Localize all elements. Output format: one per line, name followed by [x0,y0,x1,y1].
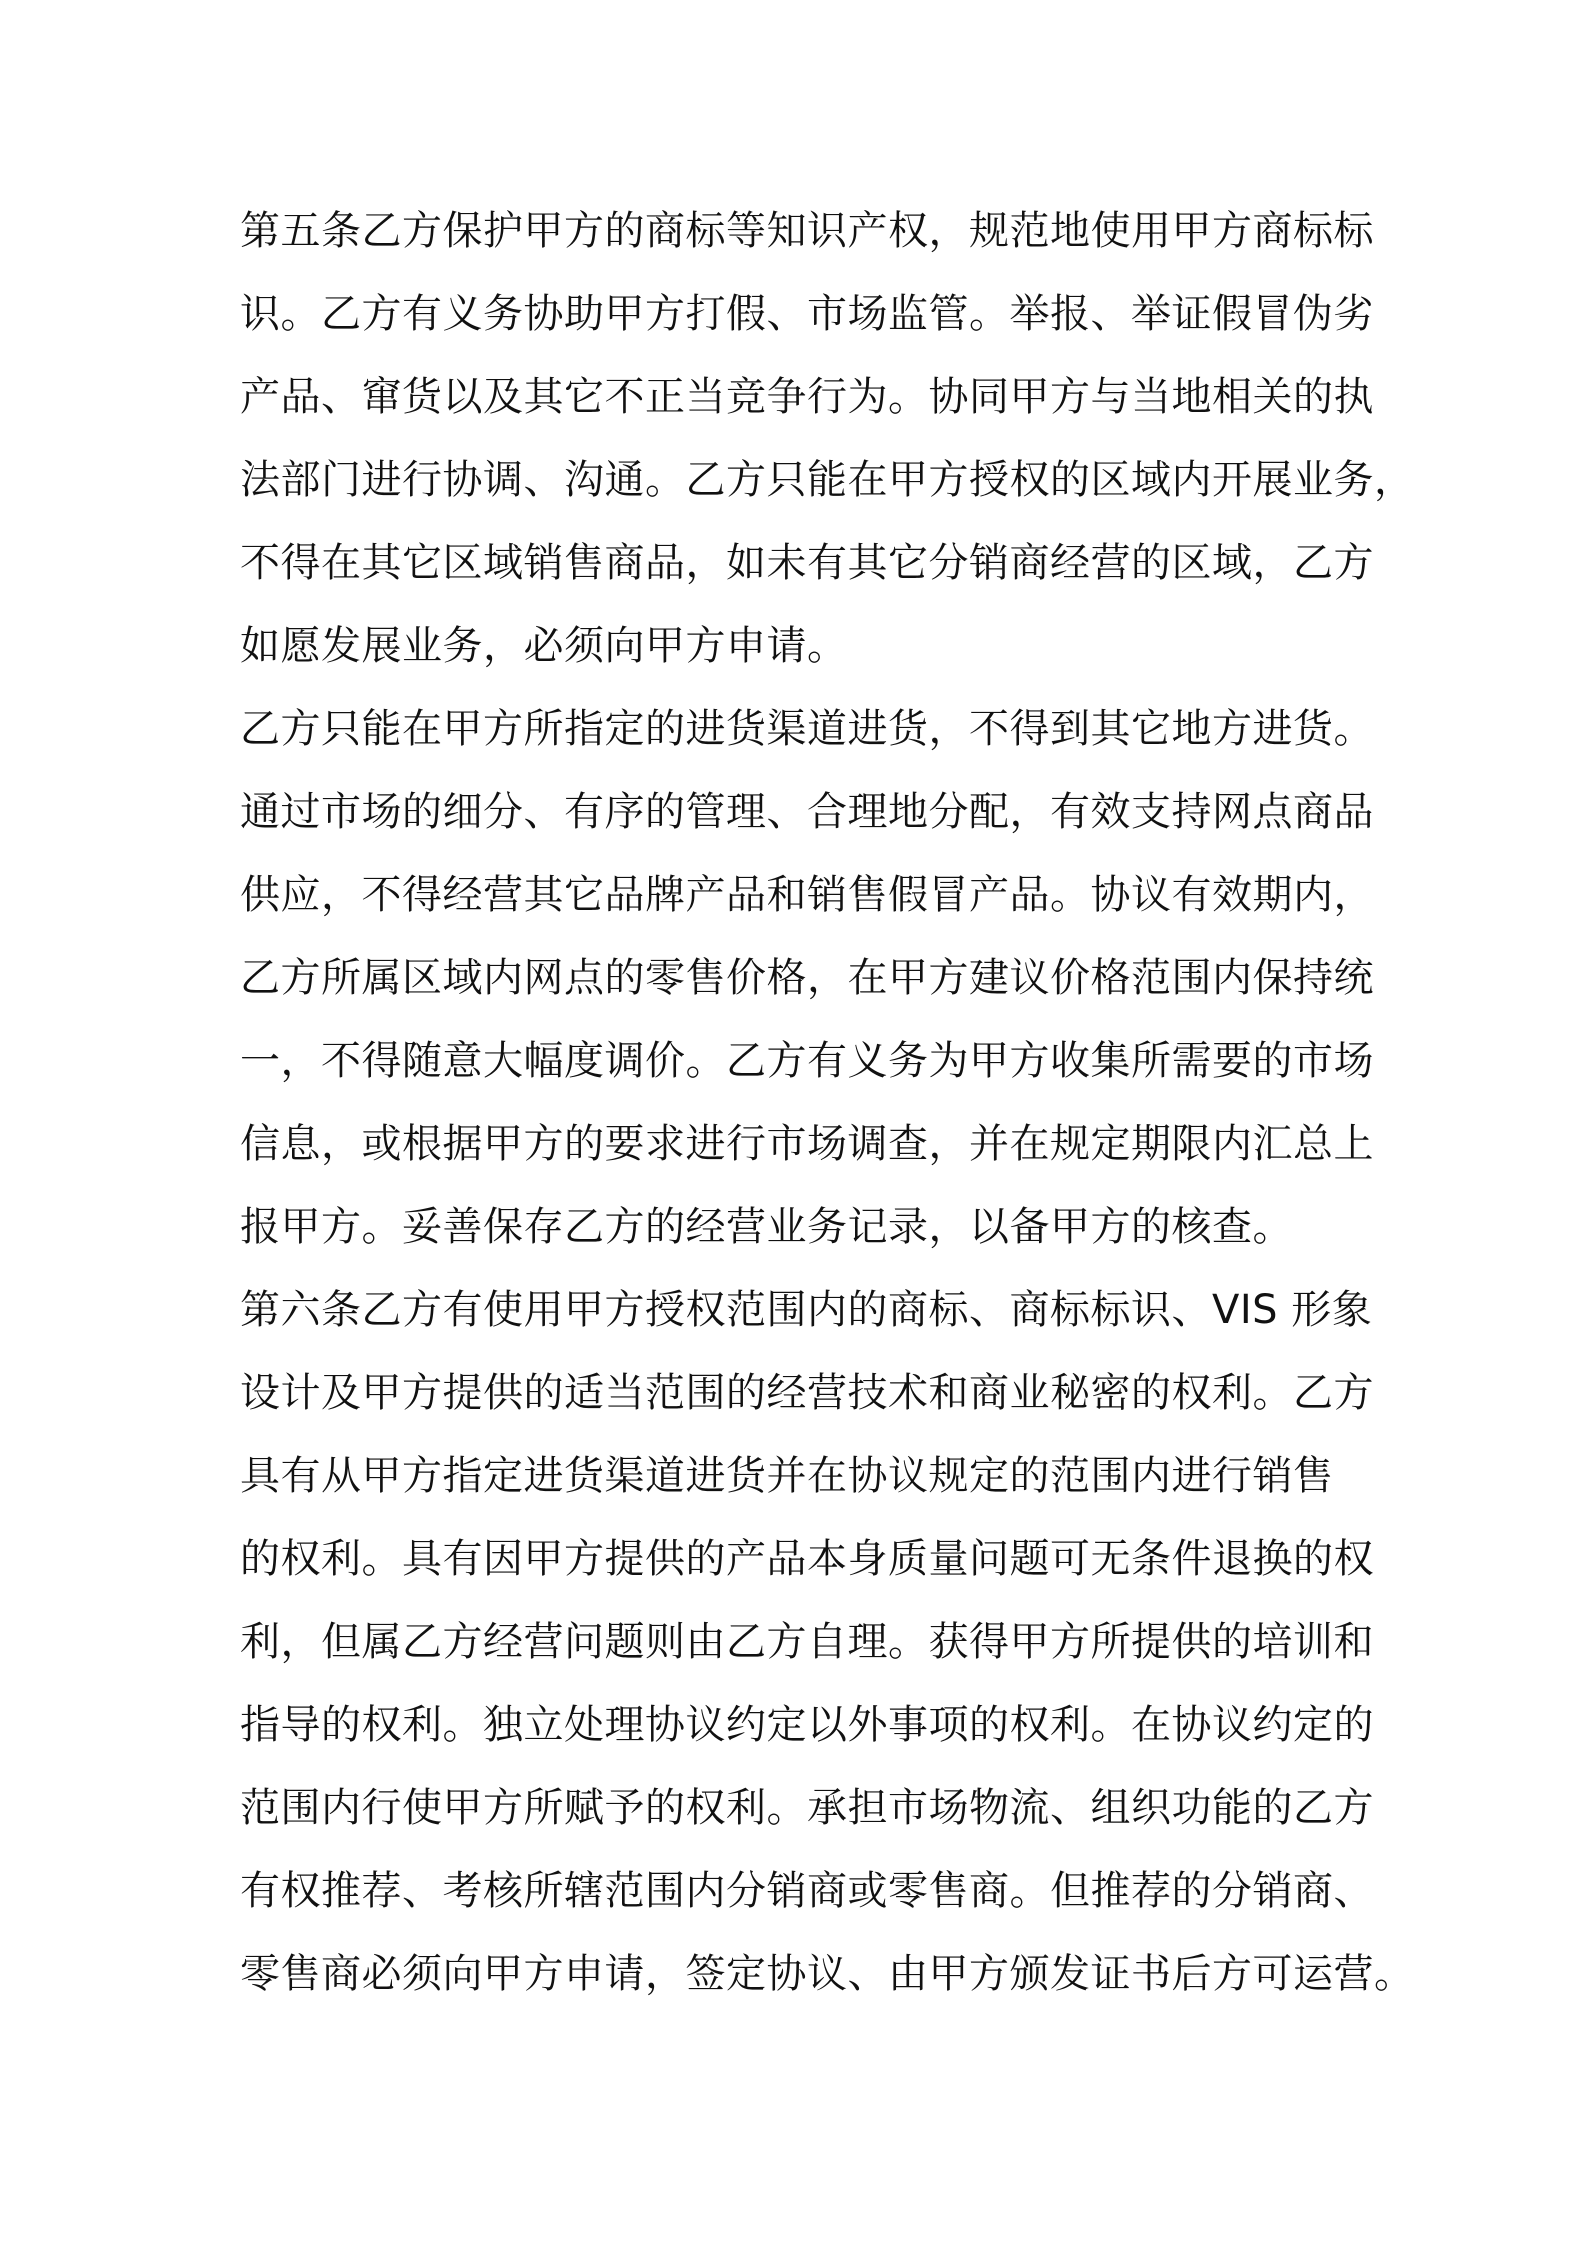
text-line: 利，但属乙方经营问题则由乙方自理。获得甲方所提供的培训和 [240,1619,1374,1665]
body-text [240,190,1415,2016]
text-line: 产品、窜货以及其它不正当竞争行为。协同甲方与当地相关的执 [240,374,1374,420]
text-line: 供应，不得经营其它品牌产品和销售假冒产品。协议有效期内， [240,872,1374,918]
text-line: 第六条乙方有使用甲方授权范围内的商标、商标标识、VIS 形象 [240,1287,1373,1333]
text-line: 设计及甲方提供的适当范围的经营技术和商业秘密的权利。乙方 [240,1370,1374,1416]
text-line: 有权推荐、考核所辖范围内分销商或零售商。但推荐的分销商、 [240,1868,1374,1914]
text-line: 法部门进行协调、沟通。乙方只能在甲方授权的区域内开展业务， [240,457,1415,503]
text-line: 通过市场的细分、有序的管理、合理地分配，有效支持网点商品 [240,789,1374,835]
text-line: 一，不得随意大幅度调价。乙方有义务为甲方收集所需要的市场 [240,1038,1374,1084]
text-line: 范围内行使甲方所赋予的权利。承担市场物流、组织功能的乙方 [240,1785,1374,1831]
text-line: 乙方所属区域内网点的零售价格，在甲方建议价格范围内保持统 [240,955,1374,1001]
text-line: 如愿发展业务，必须向甲方申请。 [240,623,848,669]
text-line: 具有从甲方指定进货渠道进货并在协议规定的范围内进行销售 [240,1453,1334,1499]
text-line: 报甲方。妥善保存乙方的经营业务记录，以备甲方的核查。 [240,1204,1293,1250]
text-line: 识。乙方有义务协助甲方打假、市场监管。举报、举证假冒伪劣 [240,291,1374,337]
text-line: 零售商必须向甲方申请，签定协议、由甲方颁发证书后方可运营。 [240,1951,1415,1997]
text-line: 指导的权利。独立处理协议约定以外事项的权利。在协议约定的 [240,1702,1374,1748]
text-line: 乙方只能在甲方所指定的进货渠道进货，不得到其它地方进货。 [240,706,1374,752]
text-line: 信息，或根据甲方的要求进行市场调查，并在规定期限内汇总上 [240,1121,1374,1167]
text-line: 第五条乙方保护甲方的商标等知识产权，规范地使用甲方商标标 [240,208,1374,254]
text-line: 不得在其它区域销售商品，如未有其它分销商经营的区域，乙方 [240,540,1374,586]
text-line: 的权利。具有因甲方提供的产品本身质量问题可无条件退换的权 [240,1536,1374,1582]
